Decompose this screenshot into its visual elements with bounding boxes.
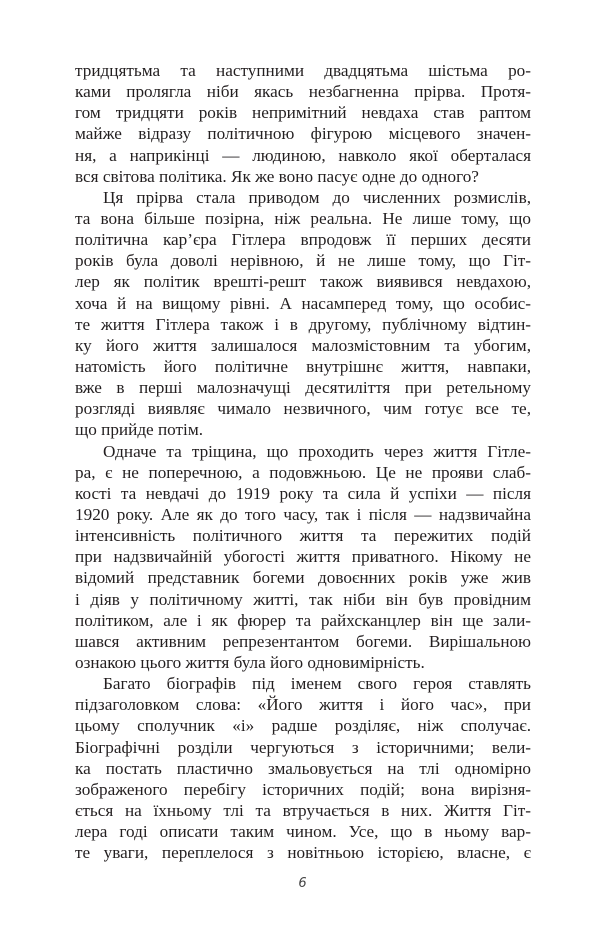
text-line: те життя Гітлера також і в другому, публічному відтин- xyxy=(75,314,531,334)
text-line: ознакою цього життя була його одновимірність. xyxy=(75,652,425,672)
text-line: ками пролягла ніби якась незбагненна прірва. Протя- xyxy=(75,82,531,102)
text-line: Одначе та тріщина, що проходить через життя Гітле- xyxy=(103,441,531,461)
paragraph xyxy=(75,673,531,863)
text-line: ра, є не поперечною, а подовжньою. Це не прояви слаб- xyxy=(75,462,531,482)
text-line: цьому сполучник «і» радше розділяє, ніж сполучає. xyxy=(75,716,531,736)
text-line: відомий представник богеми довоєнних років уже жив xyxy=(75,568,531,588)
text-line: зображеного перебігу історичних подій; вона вирізня- xyxy=(75,779,531,799)
text-line: та вона більше позірна, ніж реальна. Не лише тому, що xyxy=(75,208,531,228)
text-line: і діяв у політичному житті, так ніби він був провідним xyxy=(75,589,531,609)
text-line: хоча й на вищому рівні. А насамперед тому, що особис- xyxy=(75,293,531,313)
text-line: що прийде потім. xyxy=(75,420,204,440)
text-line: лер як політик врешті-решт також виявився невдахою, xyxy=(75,272,531,292)
text-line: політична кар’єра Гітлера впродовж її перших десяти xyxy=(75,230,531,250)
text-line: Багато біографів під іменем свого героя ставлять xyxy=(103,674,531,694)
text-line: натомість його політичне внутрішнє життя, навпаки, xyxy=(75,356,531,376)
text-line: ку його життя залишалося малозмістовним та убогим, xyxy=(75,335,531,355)
text-line: Біографічні розділи чергуються з історичними; вели- xyxy=(75,737,531,757)
paragraph xyxy=(75,187,531,441)
text-line: розгляді виявляє чимало незвичного, чим готує все те, xyxy=(75,399,531,419)
text-line: років була доволі нерівною, й не лише тому, що Гіт- xyxy=(75,251,531,271)
text-line: 1920 року. Але як до того часу, так і після — надзвичайна xyxy=(75,504,531,524)
text-line: лера годі описати таким чином. Усе, що в ньому вар- xyxy=(75,822,531,842)
text-line: вже в перші малозначущі десятиліття при ретельному xyxy=(75,378,531,398)
text-line: шався активним репрезентантом богеми. Вирішальною xyxy=(75,631,531,651)
text-line: ня, а наприкінці — людиною, навколо якої оберталася xyxy=(75,145,531,165)
text-line: майже відразу політичною фігурою місцевого значен- xyxy=(75,124,531,144)
text-line: кості та невдачі до 1919 року та сила й успіхи — після xyxy=(75,483,531,503)
text-line: ка постать пластично змальовується на тлі одномірно xyxy=(75,758,531,778)
text-line: тридцятьма та наступними двадцятьма шістьма ро- xyxy=(75,61,531,80)
text-line: ється на їхньому тлі та втручається в них. Життя Гіт- xyxy=(75,800,531,820)
text-line: вся світова політика. Як же воно пасує одне до одного? xyxy=(75,166,479,186)
paragraph xyxy=(75,441,531,674)
text-line: інтенсивність політичного життя та пережитих подій xyxy=(75,526,531,546)
page-number: 6 xyxy=(298,876,307,891)
text-line: Ця прірва стала приводом до численних розмислів, xyxy=(103,187,531,207)
text-line: політиком, але і як фюрер та райхсканцлер він ще зали- xyxy=(75,610,531,630)
text-line: те уваги, переплелося з новітньою історією, власне, є xyxy=(75,843,531,863)
text-line: гом тридцяти років непримітний невдаха став раптом xyxy=(75,103,531,123)
paragraph xyxy=(75,60,531,187)
text-line: підзаголовком слова: «Його життя і його час», при xyxy=(75,695,531,715)
text-line: при надзвичайній убогості життя приватного. Нікому не xyxy=(75,547,531,567)
body-text xyxy=(75,60,531,863)
